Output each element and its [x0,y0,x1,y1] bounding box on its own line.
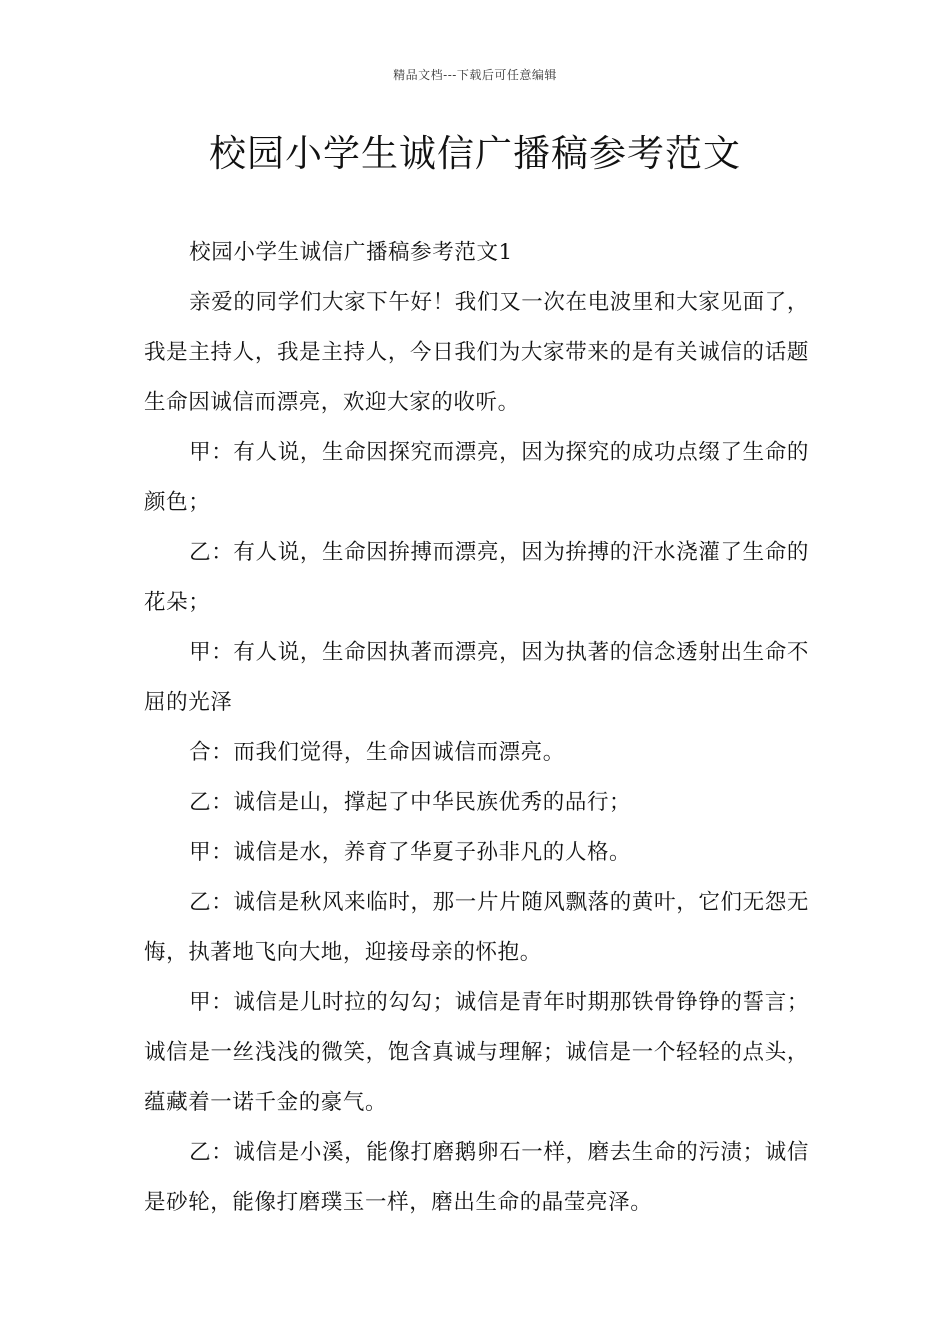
paragraph: 乙：诚信是小溪，能像打磨鹅卵石一样，磨去生命的污渍；诚信是砂轮，能像打磨璞玉一样，磨出生命的晶莹亮泽。 [144,1140,809,1215]
paragraph: 甲：诚信是儿时拉的勾勾；诚信是青年时期那铁骨铮铮的誓言；诚信是一丝浅浅的微笑，饱含真诚与理解；诚信是一个轻轻的点头，蕴藏着一诺千金的豪气。 [144,990,809,1115]
paragraph: 合：而我们觉得，生命因诚信而漂亮。 [189,740,565,765]
paragraph: 乙：诚信是秋风来临时，那一片片随风飘落的黄叶，它们无怨无悔，执著地飞向大地，迎接母亲的怀抱。 [144,890,809,965]
document-title: 校园小学生诚信广播稿参考范文 [209,132,741,175]
paragraph-greeting: 亲爱的同学们大家下午好！我们又一次在电波里和大家见面了，我是主持人，我是主持人，今日我们为大家带来的是有关诚信的话题生命因诚信而漂亮，欢迎大家的收听。 [144,290,809,415]
document-body [144,228,809,1228]
paragraph: 乙：有人说，生命因拚搏而漂亮，因为拚搏的汗水浇灌了生命的花朵； [144,540,809,615]
paragraph: 甲：有人说，生命因探究而漂亮，因为探究的成功点缀了生命的颜色； [144,440,809,515]
paragraph: 甲：有人说，生命因执著而漂亮，因为执著的信念透射出生命不屈的光泽 [144,640,809,715]
paragraph-subtitle: 校园小学生诚信广播稿参考范文1 [189,240,513,265]
paragraph: 甲：诚信是水，养育了华夏子孙非凡的人格。 [189,840,632,865]
header-note: 精品文档---下载后可任意编辑 [393,68,557,82]
paragraph: 乙：诚信是山，撑起了中华民族优秀的品行； [189,790,632,815]
